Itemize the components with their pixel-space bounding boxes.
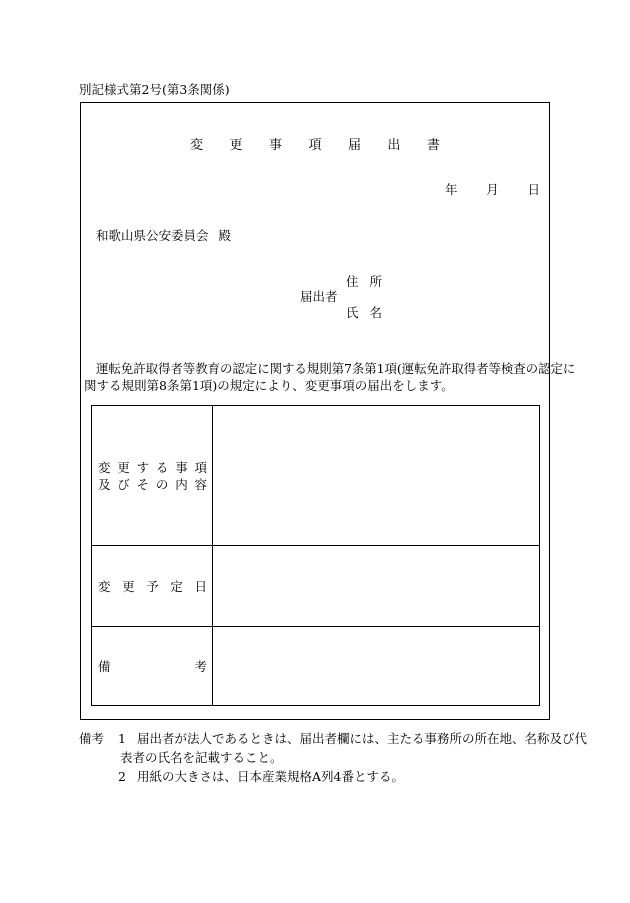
label-char: 備 — [98, 658, 111, 674]
label-char: 日 — [194, 578, 207, 594]
notes — [79, 729, 587, 786]
label-char: 更 — [117, 459, 130, 475]
label-char: る — [155, 459, 169, 475]
addressee-name: 和歌山県公安委員会 — [96, 228, 209, 243]
title-char: 項 — [308, 138, 322, 153]
label-char: 変 — [98, 459, 111, 475]
note-continuation: 表者の氏名を記載すること。 — [120, 750, 283, 765]
change-table — [91, 405, 540, 706]
body-line: 関する規則第8条第1項)の規定により、変更事項の届出をします。 — [84, 378, 454, 393]
date-day-label: 日 — [527, 182, 540, 197]
label-char: 及 — [98, 476, 111, 492]
address-char: 所 — [369, 274, 382, 289]
remarks-label — [92, 627, 213, 706]
title-char: 書 — [426, 138, 440, 153]
table-row — [92, 627, 540, 706]
notes-heading: 備考 — [79, 731, 105, 746]
address-label — [346, 272, 382, 290]
label-char: そ — [136, 476, 150, 492]
change-details-field[interactable] — [213, 406, 540, 546]
body-text — [84, 360, 576, 394]
label-char: の — [155, 476, 169, 492]
title-char: 変 — [190, 138, 204, 153]
name-char: 名 — [369, 305, 382, 320]
document-title — [190, 134, 440, 153]
change-date-field[interactable] — [213, 546, 540, 627]
label-char: 更 — [122, 578, 135, 594]
label-char: 定 — [170, 578, 183, 594]
address-char: 住 — [346, 274, 359, 289]
table-row — [92, 406, 540, 546]
note-text: 用紙の大きさは、日本産業規格A列4番とする。 — [137, 769, 404, 784]
label-char: 変 — [98, 578, 111, 594]
label-char: す — [136, 459, 150, 475]
title-char: 届 — [347, 138, 361, 153]
name-char: 氏 — [346, 305, 359, 320]
table-row — [92, 546, 540, 627]
date-year-label: 年 — [445, 182, 458, 197]
note-item — [79, 767, 587, 786]
name-label — [346, 303, 382, 321]
date-month-label: 月 — [486, 182, 499, 197]
form-number: 別記様式第2号(第3条関係) — [79, 82, 230, 97]
label-char: 内 — [175, 476, 188, 492]
label-char: 考 — [194, 658, 207, 674]
change-details-label — [92, 406, 213, 546]
label-char: 項 — [194, 459, 207, 475]
title-char: 出 — [387, 138, 401, 153]
addressee — [96, 226, 231, 244]
body-line: 運転免許取得者等教育の認定に関する規則第7条第1項(運転免許取得者等検査の認定に — [96, 361, 576, 376]
note-text: 届出者が法人であるときは、届出者欄には、主たる事務所の所在地、名称及び代 — [137, 731, 588, 746]
label-char: 事 — [175, 459, 188, 475]
addressee-suffix: 殿 — [218, 228, 232, 243]
label-char: び — [117, 476, 130, 492]
note-item — [79, 729, 587, 748]
note-number: 1 — [118, 731, 126, 746]
label-char: 容 — [194, 476, 207, 492]
date-line — [445, 180, 540, 198]
title-char: 更 — [229, 138, 243, 153]
note-number: 2 — [118, 769, 126, 784]
remarks-field[interactable] — [213, 627, 540, 706]
label-char: 予 — [146, 578, 159, 594]
title-char: 事 — [268, 138, 282, 153]
change-date-label — [92, 546, 213, 627]
notifier-label: 届出者 — [300, 289, 338, 304]
